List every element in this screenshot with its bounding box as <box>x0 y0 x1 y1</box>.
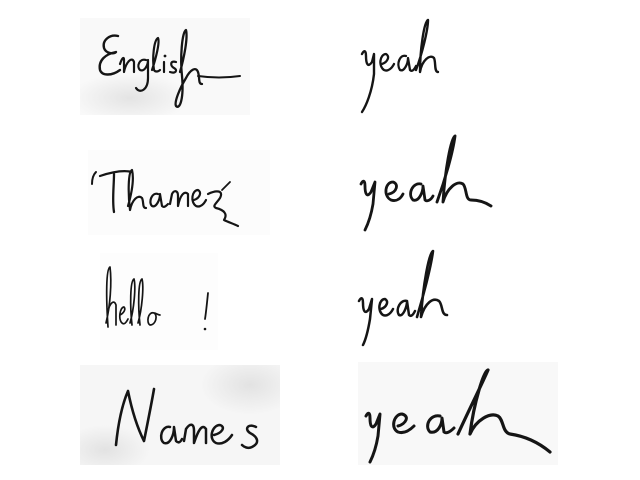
ink-names <box>80 365 280 465</box>
handwriting-crop-yeah-2 <box>355 130 503 232</box>
handwriting-crop-yeah-4 <box>358 362 558 465</box>
handwriting-crop-yeah-1 <box>358 14 466 116</box>
handwriting-crop-names <box>80 365 280 465</box>
handwriting-crop-yeah-3 <box>355 245 467 348</box>
handwriting-crop-english <box>80 18 250 115</box>
ink-yeah-4 <box>358 362 558 465</box>
handwriting-crop-thames <box>88 150 270 235</box>
ink-yeah-3 <box>355 245 467 348</box>
ink-yeah-1 <box>358 14 466 116</box>
handwriting-crop-hello <box>100 253 218 350</box>
ink-yeah-2 <box>355 130 503 232</box>
ink-thames <box>88 150 270 235</box>
ink-english <box>80 18 250 115</box>
ink-hello <box>100 253 218 350</box>
